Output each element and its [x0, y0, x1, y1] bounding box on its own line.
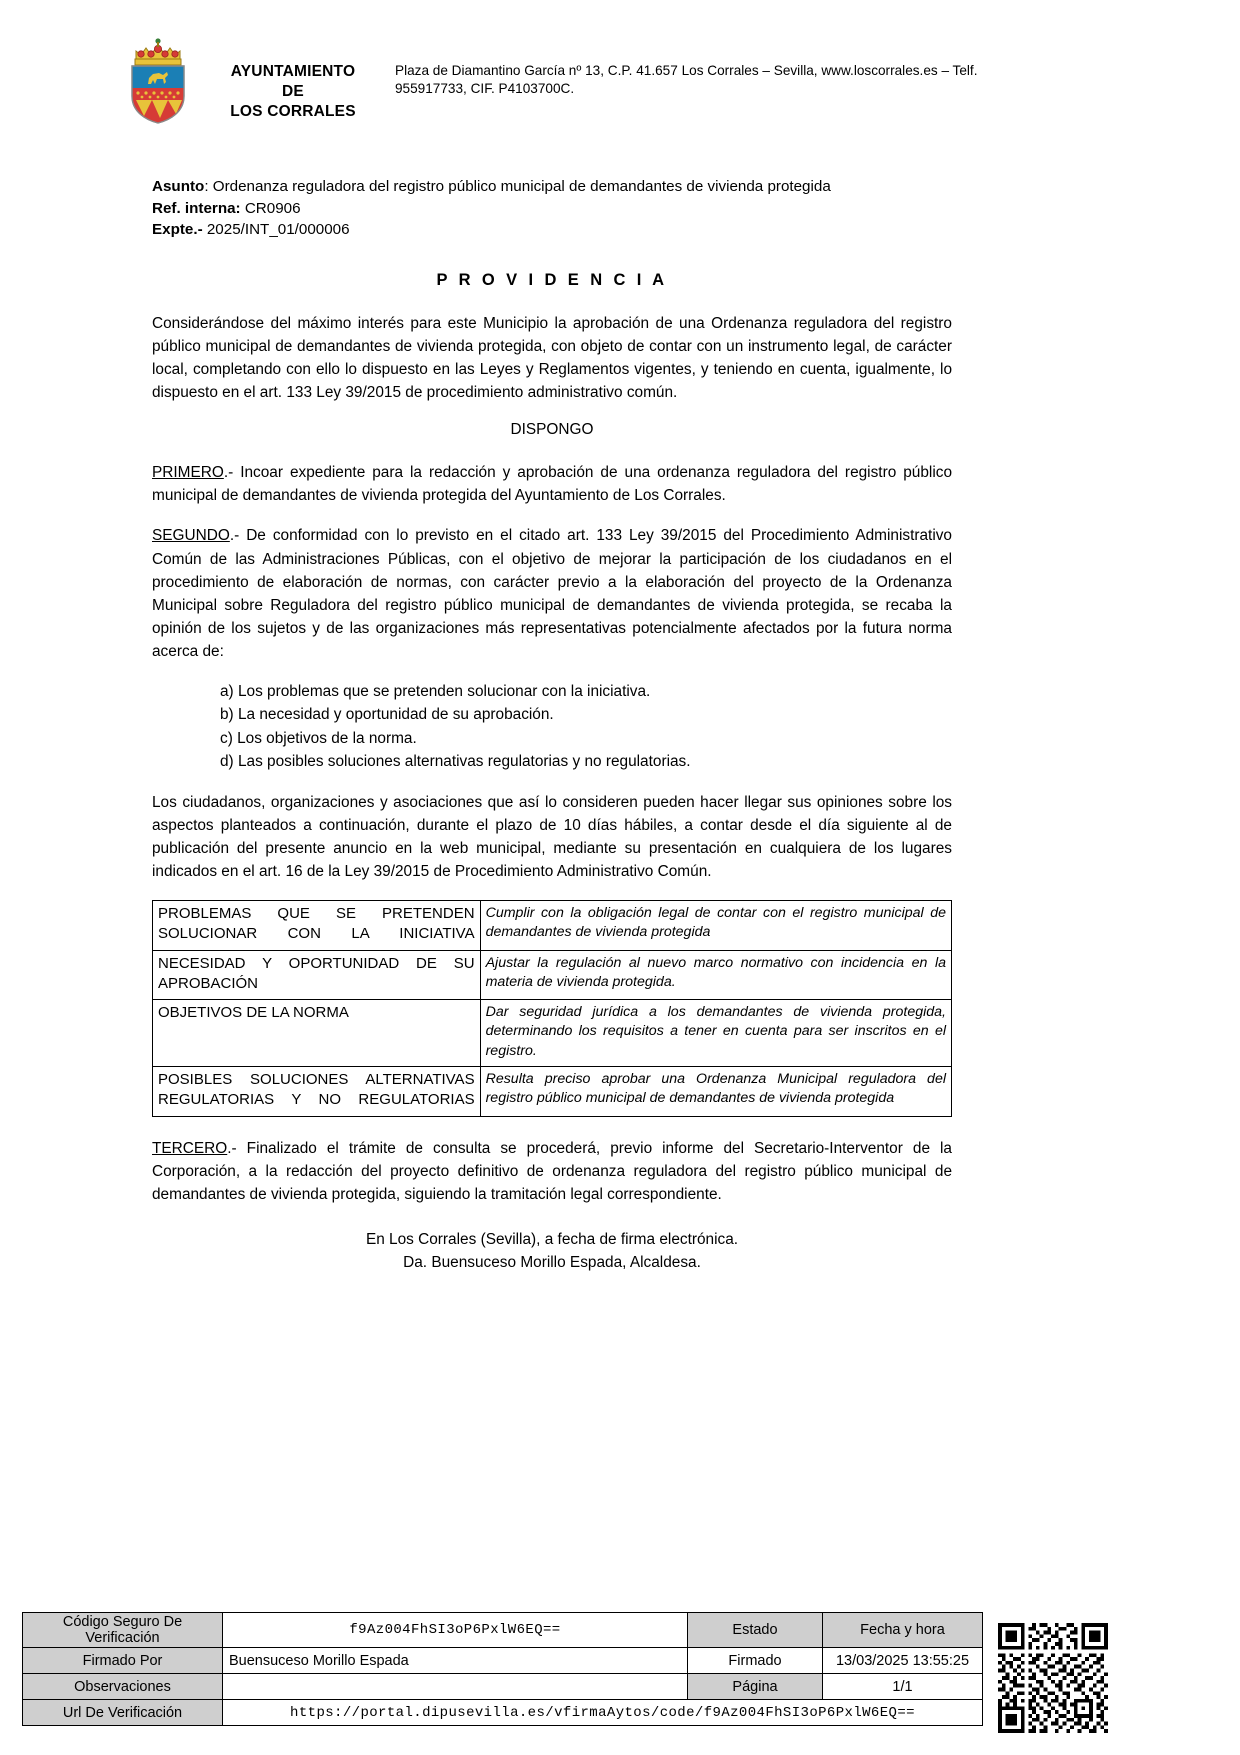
ref-line — [152, 198, 952, 220]
table-cell-concept: NECESIDAD Y OPORTUNIDAD DE SU APROBACIÓN — [153, 950, 481, 1000]
coat-of-arms-icon — [122, 30, 194, 126]
table-cell-answer: Dar seguridad jurídica a los demandantes de vivienda protegida, determinando los requisitos a tener en cuenta para ser inscritos en el registro. — [480, 1000, 951, 1067]
csv-label: Código Seguro De Verificación — [23, 1613, 223, 1648]
table-cell-answer: Ajustar la regulación al nuevo marco normativo con incidencia en la materia de vivienda protegida. — [480, 950, 951, 1000]
table-cell-answer: Resulta preciso aprobar una Ordenanza Municipal reguladora del registro público municipal de demandantes de vivienda protegida — [480, 1067, 951, 1117]
table-row — [153, 1067, 952, 1117]
intro-paragraph: Considerándose del máximo interés para este Municipio la aprobación de una Ordenanza reguladora del registro público municipal de demandantes de vivienda protegida, con objeto de contar con un instrumento legal, de carácter local, completando con ello lo dispuesto en las Leyes y Reglamentos vigentes, y teniendo en cuenta, igualmente, lo dispuesto en el art. 133 Ley 39/2015 de procedimiento administrativo común. — [152, 314, 952, 402]
firmado-label: Firmado Por — [23, 1648, 223, 1674]
asunto-label: Asunto — [152, 178, 205, 195]
url-label: Url De Verificación — [23, 1700, 223, 1726]
document-header — [0, 22, 1240, 142]
expte-line — [152, 219, 952, 241]
org-line-1: AYUNTAMIENTO — [230, 63, 356, 80]
fecha-label: Fecha y hora — [823, 1613, 983, 1648]
consultation-table — [152, 900, 952, 1116]
table-cell-concept: PROBLEMAS QUE SE PRETENDEN SOLUCIONAR CON LA INICIATIVA — [153, 901, 481, 951]
pagina-label: Página — [688, 1674, 823, 1700]
pagina-value: 1/1 — [823, 1674, 983, 1700]
expte-label: Expte.- — [152, 221, 203, 239]
table-row — [23, 1674, 983, 1700]
tercero-paragraph — [152, 1137, 952, 1206]
tercero-label: TERCERO — [152, 1139, 228, 1157]
ref-label: Ref. interna: — [152, 199, 241, 217]
list-item: a) Los problemas que se pretenden solucionar con la iniciativa. — [220, 683, 651, 701]
table-row — [23, 1613, 983, 1648]
table-row — [23, 1700, 983, 1726]
firmado-value: Buensuceso Morillo Espada — [223, 1648, 688, 1674]
table-row — [153, 950, 952, 1000]
list-item: d) Las posibles soluciones alternativas regulatorias y no regulatorias. — [220, 753, 691, 771]
ref-value: CR0906 — [240, 199, 301, 217]
estado-label: Estado — [688, 1613, 823, 1648]
closing-line-1: En Los Corrales (Sevilla), a fecha de firma electrónica. — [365, 1230, 739, 1248]
table-cell-answer: Cumplir con la obligación legal de contar con el registro municipal de demandantes de vivienda protegida — [480, 901, 951, 951]
fecha-value: 13/03/2025 13:55:25 — [823, 1648, 983, 1674]
table-row — [153, 901, 952, 951]
table-row — [153, 1000, 952, 1067]
metadata-block — [152, 176, 952, 241]
primero-paragraph — [152, 461, 952, 507]
url-value[interactable]: https://portal.dipusevilla.es/vfirmaAytos/code/f9Az004FhSI3oP6PxlW6EQ== — [223, 1700, 983, 1726]
observaciones-label: Observaciones — [23, 1674, 223, 1700]
page-title: P R O V I D E N C I A — [436, 270, 668, 289]
list-item: c) Los objetivos de la norma. — [220, 729, 417, 747]
org-line-2: DE — [282, 82, 304, 100]
expte-value: 2025/INT_01/000006 — [202, 221, 350, 239]
contact-line-2: 955917733, CIF. P4103700C. — [395, 80, 575, 96]
asunto-line — [152, 176, 952, 198]
tercero-text: .- Finalizado el trámite de consulta se procederá, previo informe del Secretario-Interventor de la Corporación, a la redacción del proyecto definitivo de ordenanza reguladora del registro público municipal de demandantes de vivienda protegida, siguiendo la tramitación legal correspondiente. — [152, 1139, 952, 1203]
asunto-value: : Ordenanza reguladora del registro público municipal de demandantes de vivienda protegida — [204, 178, 831, 195]
consultation-items-list — [152, 680, 952, 774]
signature-block — [152, 1228, 952, 1274]
contact-info — [395, 62, 995, 98]
verification-table — [22, 1612, 983, 1726]
org-line-3: LOS CORRALES — [230, 102, 356, 120]
organization-name — [203, 62, 383, 121]
table-row — [23, 1648, 983, 1674]
csv-value: f9Az004FhSI3oP6PxlW6EQ== — [223, 1613, 688, 1648]
verification-footer — [22, 1612, 1218, 1726]
dispongo-heading: DISPONGO — [510, 421, 594, 439]
estado-value: Firmado — [688, 1648, 823, 1674]
closing-line-2: Da. Buensuceso Morillo Espada, Alcaldesa. — [403, 1253, 701, 1271]
table-cell-concept: POSIBLES SOLUCIONES ALTERNATIVAS REGULATORIAS Y NO REGULATORIAS — [153, 1067, 481, 1117]
segundo-label: SEGUNDO — [152, 527, 230, 545]
segundo-paragraph — [152, 524, 952, 663]
list-item: b) La necesidad y oportunidad de su aprobación. — [220, 706, 554, 724]
primero-text: .- Incoar expediente para la redacción y aprobación de una ordenanza reguladora del registro público municipal de demandantes de vivienda protegida del Ayuntamiento de Los Corrales. — [152, 464, 952, 505]
observaciones-value — [223, 1674, 688, 1700]
primero-label: PRIMERO — [152, 464, 224, 482]
plazo-paragraph: Los ciudadanos, organizaciones y asociaciones que así lo consideren pueden hacer llegar sus opiniones sobre los aspectos planteados a continuación, durante el plazo de 10 días hábiles, a contar desde el día siguiente al de publicación del presente anuncio en la web municipal, mediante su presentación en cualquiera de los lugares indicados en el art. 16 de la Ley 39/2015 de Procedimiento Administrativo Común. — [152, 793, 952, 880]
table-cell-concept: OBJETIVOS DE LA NORMA — [153, 1000, 481, 1067]
document-body — [152, 176, 952, 1274]
qr-code-icon[interactable] — [995, 1620, 1111, 1736]
contact-line-1: Plaza de Diamantino García nº 13, C.P. 41.657 Los Corrales – Sevilla, www.loscorrales.es – Telf. — [395, 63, 978, 78]
segundo-text: .- De conformidad con lo previsto en el citado art. 133 Ley 39/2015 del Procedimiento Administrativo Común de las Administraciones Públicas, con el objetivo de mejorar la participación de los ciudadanos en el procedimiento de elaboración de normas, con carácter previo a la elaboración del proyecto de la Ordenanza Municipal sobre Reguladora del registro público municipal de demandantes de vivienda protegida, se recaba la opinión de los sujetos y de las organizaciones más representativas potencialmente afectados por la futura norma acerca de: — [152, 527, 952, 660]
